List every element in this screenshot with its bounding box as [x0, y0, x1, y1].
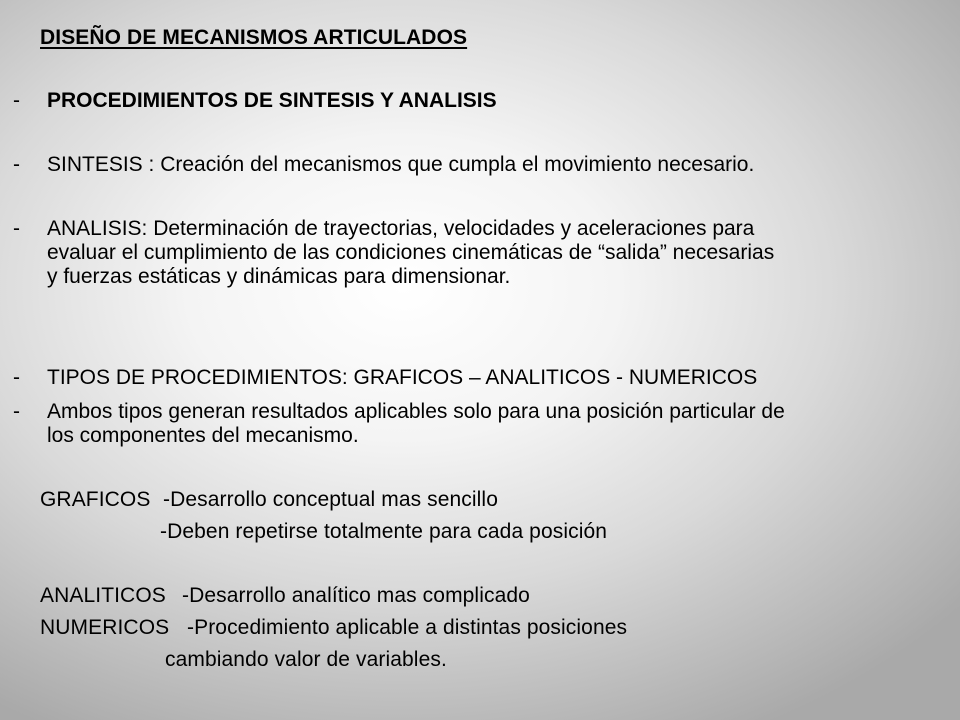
bullet-analisis-line-1: ANALISIS: Determinación de trayectorias, velocidades y aceleraciones para [47, 217, 755, 240]
graficos-label: GRAFICOS [40, 488, 151, 511]
bullet-marker: - [13, 400, 20, 423]
numericos-note-2: cambiando valor de variables. [165, 648, 447, 671]
analiticos-label: ANALITICOS [40, 584, 166, 607]
graficos-note-1: -Desarrollo conceptual mas sencillo [163, 488, 498, 511]
numericos-label: NUMERICOS [40, 616, 170, 639]
bullet-marker: - [13, 217, 20, 240]
bullet-marker: - [13, 366, 20, 389]
numericos-note-1: -Procedimiento aplicable a distintas posiciones [187, 616, 628, 639]
bullet-analisis-line-3: y fuerzas estáticas y dinámicas para dimensionar. [47, 265, 511, 288]
bullet-tipos: TIPOS DE PROCEDIMIENTOS: GRAFICOS – ANALITICOS - NUMERICOS [47, 366, 758, 389]
bullet-ambos-line-2: los componentes del mecanismo. [47, 424, 359, 447]
bullet-ambos-line-1: Ambos tipos generan resultados aplicables solo para una posición particular de [47, 400, 785, 423]
bullet-marker: - [13, 89, 20, 112]
bullet-marker: - [13, 153, 20, 176]
bullet-sintesis: SINTESIS : Creación del mecanismos que cumpla el movimiento necesario. [47, 153, 755, 176]
slide-title: DISEÑO DE MECANISMOS ARTICULADOS [40, 26, 468, 49]
bullet-analisis-line-2: evaluar el cumplimiento de las condiciones cinemáticas de “salida” necesarias [47, 241, 775, 264]
analiticos-note: -Desarrollo analítico mas complicado [182, 584, 530, 607]
graficos-note-2: -Deben repetirse totalmente para cada posición [160, 520, 608, 543]
bullet-procedimientos: PROCEDIMIENTOS DE SINTESIS Y ANALISIS [47, 89, 497, 112]
